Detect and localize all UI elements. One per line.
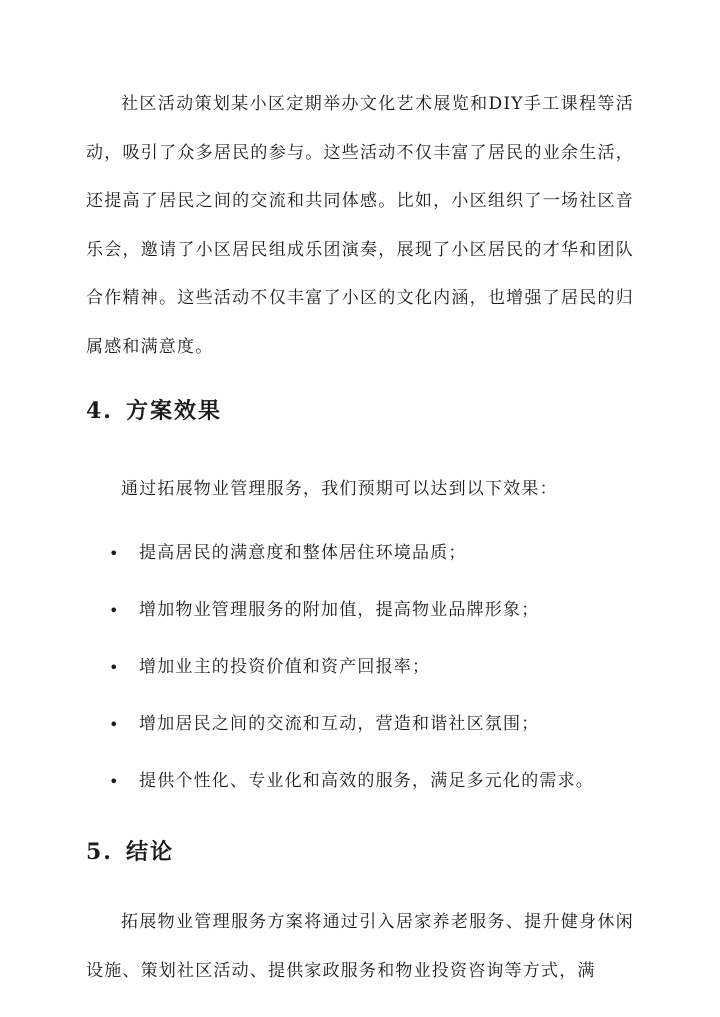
bullet-icon: •: [109, 715, 120, 734]
section-5-heading: [86, 834, 634, 870]
list-item: [106, 639, 634, 696]
bullet-icon: •: [109, 772, 120, 791]
list-item-text: 增加物业管理服务的附加值，提高物业品牌形象；: [139, 600, 540, 620]
section-5-number: 5.: [86, 839, 113, 865]
list-item: [106, 582, 634, 639]
section-4-title: 方案效果: [126, 398, 223, 424]
bullet-icon: •: [109, 544, 120, 563]
body-paragraph-activities: 社区活动策划某小区定期举办文化艺术展览和DIY手工课程等活动，吸引了众多居民的参与。这些活动不仅丰富了居民的业余生活，还提高了居民之间的交流和共同体感。比如，小区组织了一场社区音乐会，邀请了小区居民组成乐团演奏，展现了小区居民的才华和团队合作精神。这些活动不仅丰富了小区的文化内涵，也增强了居民的归属感和满意度。: [86, 94, 634, 357]
section-4-intro: 通过拓展物业管理服务，我们预期可以达到以下效果：: [121, 479, 558, 499]
section-4-number: 4.: [86, 398, 113, 424]
section-5-title: 结论: [126, 839, 175, 865]
list-item: [106, 696, 634, 753]
list-item: [106, 525, 634, 582]
list-item-text: 增加业主的投资价值和资产回报率；: [139, 657, 431, 677]
section-4-heading: [86, 393, 634, 429]
list-item-text: 提供个性化、专业化和高效的服务，满足多元化的需求。: [139, 771, 594, 791]
bullet-icon: •: [109, 658, 120, 677]
bullet-icon: •: [109, 601, 120, 620]
list-item-text: 增加居民之间的交流和互动，营造和谐社区氛围；: [139, 714, 540, 734]
conclusion-paragraph: 拓展物业管理服务方案将通过引入居家养老服务、提升健身休闲设施、策划社区活动、提供家政服务和物业投资咨询等方式，满: [86, 912, 634, 981]
list-item-text: 提高居民的满意度和整体居住环境品质；: [139, 543, 467, 563]
list-item: [106, 753, 634, 810]
effects-list: [86, 525, 634, 810]
